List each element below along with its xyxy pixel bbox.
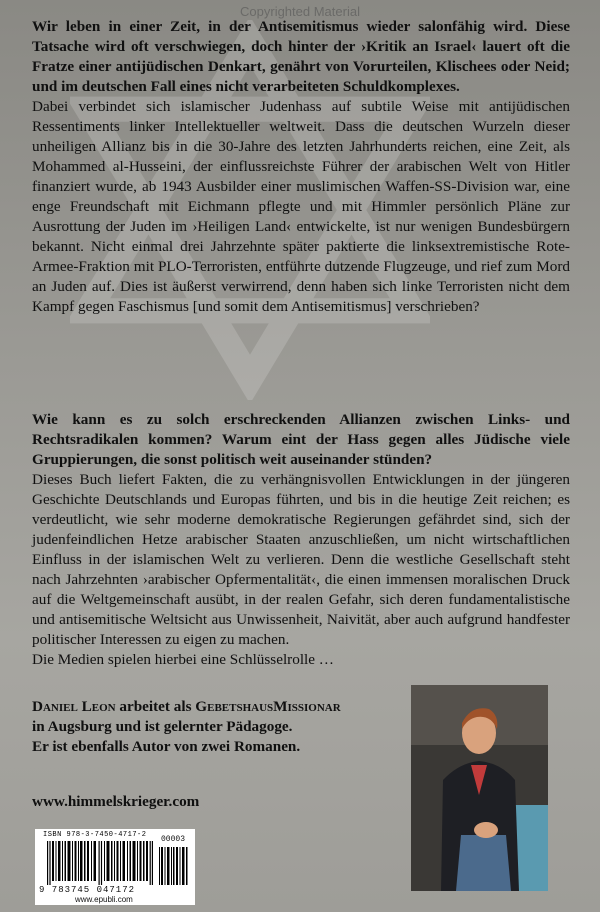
author-bio <box>32 697 402 757</box>
intro-paragraph: Dabei verbindet sich islamischer Judenhass auf subtile Weise mit antijüdischen Ressentiments linker Intellektueller weltweit. Dass die deutschen Wurzeln dieser unheiligen Allianz bis in die 30-Jahre des letzten Jahrhunderts reichen, eine Zeit, als Mohammed al-Husseini, der einflussreichste Führer der arabischen Welt von Hitler finanziert wurde, ab 1943 Ausbilder einer muslimischen Waffen-SS-Division war, eine enge Freundschaft mit Eichmann pflegte und mit Himmler persönlich Pläne zur Ausrottung der Juden im ›Heiligen Land‹ entwickelte, ist nur wenigen Bundesbürgern bekannt. Nicht einmal drei Jahrzehnte später paktierte die linksextremistische Rote-Armee-Fraktion mit PLO-Terroristen, entführte dutzende Flugzeuge, und rief zum Mord an Juden auf. Dies ist äußerst verwirrend, denn haben sich linke Terroristen nicht dem Kampf gegen Faschismus [und somit dem Antisemitismus] verschrieben? <box>32 98 570 315</box>
author-role: GebetshausMissionar <box>195 698 341 715</box>
publisher-url: www.epubli.com <box>75 895 133 904</box>
author-name: Daniel Leon <box>32 698 116 715</box>
copyright-watermark: Copyrighted Material <box>240 4 360 19</box>
author-bio-mid: arbeitet als <box>119 698 192 715</box>
ean-barcode-bars <box>47 841 153 885</box>
isbn-barcode <box>35 829 195 905</box>
website-link[interactable]: www.himmelskrieger.com <box>32 793 200 810</box>
author-photo <box>411 685 548 891</box>
addon-barcode-bars <box>159 847 189 885</box>
intro-bold-paragraph: Wir leben in einer Zeit, in der Antisemitismus wieder salonfähig wird. Diese Tatsache wird oft verschwiegen, doch hinter der ›Kritik an Israel‹ lauert oft die Fratze einer antijüdischen Denkart, genährt von Vorurteilen, Klischees oder Neid; und im deutschen Fall eines nicht verarbeiteten Schuldkomplexes. <box>32 18 570 95</box>
author-bio-line3: Er ist ebenfalls Autor von zwei Romanen. <box>32 738 301 755</box>
barcode-addon-number: 00003 <box>161 835 186 844</box>
description-paragraph: Dieses Buch liefert Fakten, die zu verhängnisvollen Entwicklungen in der jüngeren Geschichte Deutschlands und Europas führten, und bis in die heutige Zeit reichen; es verdeutlicht, wie sehr moderne demokratische Regierungen gefährdet sind, sich der judenfeindlichen Hetze arabischer Staaten anzuschließen, um nicht wirtschaftlichen Einfluss in der islamischen Welt zu verlieren. Denn die westliche Gesellschaft steht nach Jahrzehnten ›arabischer Opfermentalität‹, die einen immensen moralischen Druck auf die Weltgemeinschaft ausübt, in der realen Gefahr, sich deren fundamentalistische und antisemitische Weltsicht aus Unwissenheit, Naivität, aber auch aufgrund handfester politischer Interessen zu eigen zu machen. <box>32 471 570 648</box>
media-paragraph: Die Medien spielen hierbei eine Schlüsselrolle … <box>32 651 334 668</box>
book-description-section <box>32 410 570 670</box>
author-bio-line2: in Augsburg und ist gelernter Pädagoge. <box>32 718 293 735</box>
ean-number: 9 783745 047172 <box>39 885 136 895</box>
isbn-number: ISBN 978-3-7450-4717-2 <box>43 831 147 839</box>
question-bold-paragraph: Wie kann es zu solch erschreckenden Allianzen zwischen Links- und Rechtsradikalen kommen? Warum eint der Hass gegen alles Jüdische viele Gruppierungen, die sonst politisch weit auseinander stünden? <box>32 411 570 468</box>
intro-section <box>32 17 570 317</box>
